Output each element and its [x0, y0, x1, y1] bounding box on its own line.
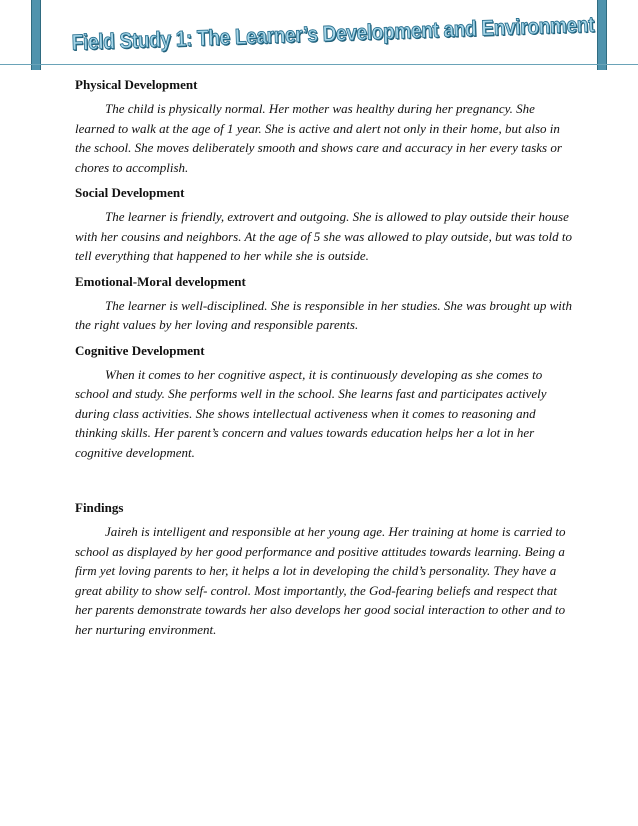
section-cognitive-development: [75, 341, 575, 463]
section-emotional-moral-development: [75, 272, 575, 335]
header-left-bar: [31, 0, 41, 70]
section-spacer: [75, 468, 575, 498]
section-social-development: [75, 183, 575, 266]
section-heading: Cognitive Development: [75, 342, 205, 358]
section-paragraph: The learner is friendly, extrovert and outgoing. She is allowed to play outside their house with her cousins and neighbors. At the age of 5 she was allowed to play outside, but was told to tell everything that happened to her while she is outside.: [75, 209, 573, 263]
section-paragraph: The learner is well-disciplined. She is responsible in her studies. She was brought up with the right values by her loving and responsible parents.: [75, 297, 573, 332]
section-heading: Physical Development: [75, 77, 198, 92]
page-title: Field Study 1: The Learner’s Development and Environment: [71, 13, 595, 56]
document-body: [75, 75, 575, 645]
section-heading: Social Development: [75, 185, 185, 200]
section-paragraph: Jaireh is intelligent and responsible at her young age. Her training at home is carried to school as displayed by her good performance and positive attitudes towards learning. Being a firm yet loving parents to her, it helps a lot in developing the child’s personality. They have a great ability to show self- control. Most importantly, the God-fearing beliefs and respect that her parents demonstrate towards her also develops her good social interaction to other and to her nurturing environment.: [75, 524, 566, 637]
section-paragraph: When it comes to her cognitive aspect, it is continuously developing as she comes to school and study. She performs well in the school. She learns fast and participates actively during class activities. She shows intellectual activeness when it comes to reasoning and thinking skills. Her parent’s concern and values towards education helps her a lot in her cognitive development.: [75, 366, 547, 460]
section-findings: [75, 498, 575, 639]
section-heading: Findings: [75, 500, 124, 515]
section-paragraph: The child is physically normal. Her mother was healthy during her pregnancy. She learned to walk at the age of 1 year. She is active and alert not only in their home, but also in the school. She moves deliberately smooth and shows care and accuracy in her every tasks or chores to accomplish.: [75, 101, 562, 175]
section-physical-development: [75, 75, 575, 177]
header-right-bar: [597, 0, 607, 70]
section-heading: Emotional-Moral development: [75, 273, 246, 289]
